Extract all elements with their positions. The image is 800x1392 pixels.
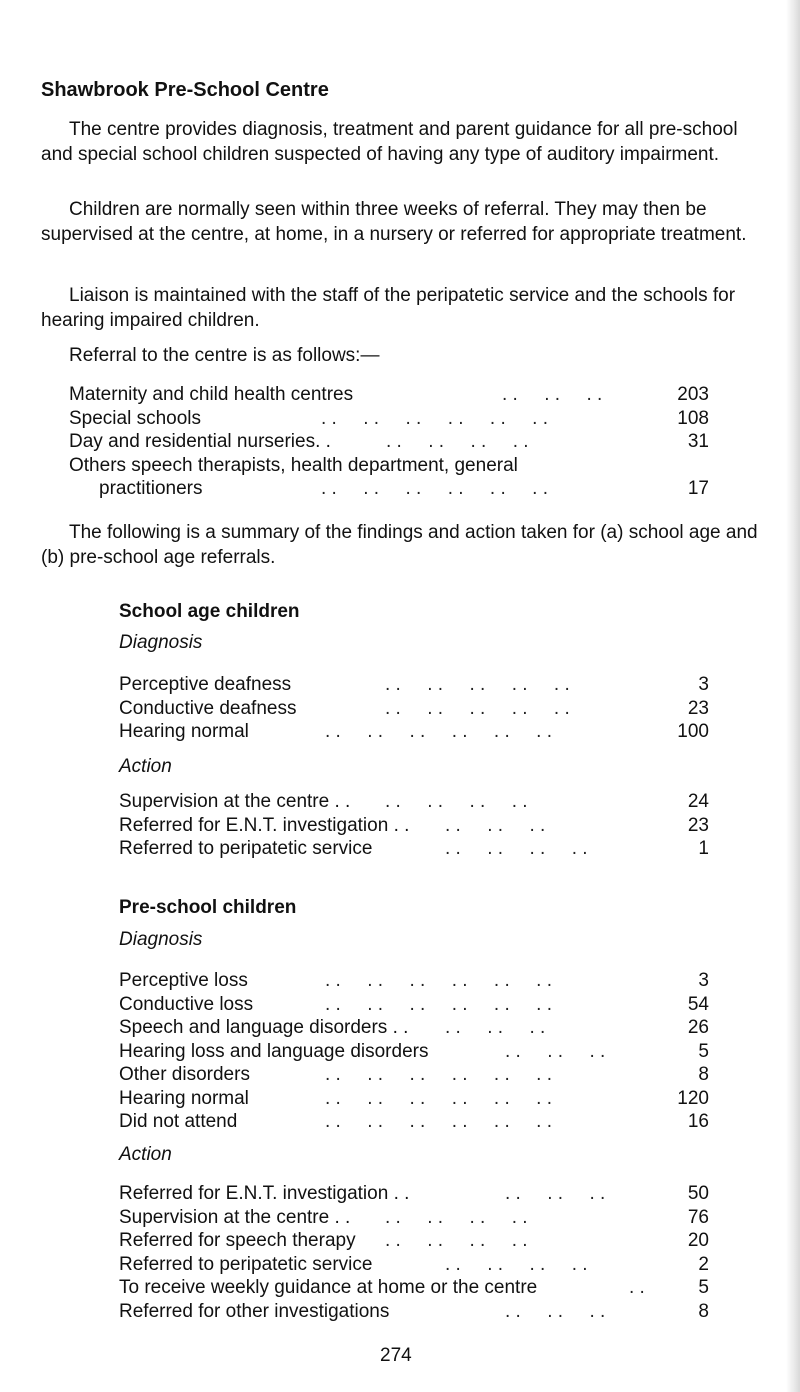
list-item: [119, 1229, 719, 1253]
item-label: Special schools: [69, 407, 202, 429]
item-label: Perceptive loss: [119, 970, 248, 991]
item-label: Referred for E.N.T. investigation . .: [119, 1183, 410, 1204]
item-label: Conductive loss: [119, 993, 254, 1015]
page-edge-shadow: [786, 0, 800, 1392]
list-item: [69, 430, 729, 454]
item-label: Referred for speech therapy: [119, 1230, 356, 1251]
referral-intro: Referral to the centre is as follows:—: [69, 345, 380, 366]
item-label: Speech and language disorders . .: [119, 1017, 409, 1038]
leader-dots: . . . . . . . . . . . .: [325, 1087, 552, 1109]
page-title: Shawbrook Pre-School Centre: [41, 79, 329, 101]
list-item: [119, 1300, 719, 1324]
item-label: Hearing normal: [119, 1087, 249, 1109]
item-value: 50: [687, 1183, 709, 1204]
leader-dots: . . . . . . . .: [385, 1230, 528, 1251]
item-value: 1: [698, 838, 709, 859]
leader-dots: . . . . . .: [445, 814, 546, 836]
item-value: 24: [687, 791, 709, 812]
list-item: [119, 814, 719, 838]
item-value: 8: [698, 1064, 709, 1085]
list-item: [119, 1110, 719, 1134]
item-label: Others speech therapists, health department, general: [69, 454, 518, 476]
item-value: 20: [687, 1230, 709, 1251]
leader-dots: . . . . . . . . . . . .: [325, 1064, 552, 1085]
list-item: [119, 969, 719, 993]
leader-dots: . . . . . . . . . .: [385, 697, 570, 719]
liaison-paragraph: Liaison is maintained with the staff of the peripatetic service and the schools for hearing impaired children.: [41, 285, 736, 331]
list-item: [119, 993, 719, 1017]
leader-dots: . . . . . . . .: [385, 791, 528, 812]
item-label: Referred for E.N.T. investigation . .: [119, 814, 410, 836]
leader-dots: . . . . . . . . . . . .: [325, 721, 552, 742]
list-item: [119, 1016, 719, 1040]
page-number: 274: [380, 1345, 412, 1366]
summary-paragraph: The following is a summary of the findings and action taken for (a) school age and (b) pre-school age referrals.: [41, 522, 758, 568]
item-label: Supervision at the centre . .: [119, 1206, 351, 1228]
item-value: 108: [677, 407, 709, 429]
referral-timing-paragraph: Children are normally seen within three weeks of referral. They may then be supervised at the centre, at home, in a nursery or referred for appropriate treatment.: [41, 199, 747, 245]
item-value: 26: [687, 1017, 709, 1038]
leader-dots: . . . . . . . . . . . .: [321, 478, 548, 499]
item-value: 100: [677, 721, 709, 742]
list-item: [69, 383, 729, 407]
pre-school-diagnosis-heading: Diagnosis: [119, 929, 203, 950]
item-label: Hearing loss and language disorders: [119, 1040, 429, 1062]
school-diagnosis-list: [119, 673, 719, 744]
list-item: [69, 454, 729, 478]
list-item: [119, 1206, 719, 1230]
leader-dots: . . . . . . . .: [385, 1206, 528, 1228]
list-item: [69, 477, 729, 501]
item-label: Supervision at the centre . .: [119, 791, 351, 812]
leader-dots: . . . . . . . . . . . .: [325, 993, 552, 1015]
leader-dots: . . . . . . . . . . . .: [321, 407, 548, 429]
list-item: [119, 697, 719, 721]
item-value: 203: [677, 384, 709, 405]
list-item: [119, 673, 719, 697]
item-label: practitioners: [99, 478, 203, 499]
pre-school-action-heading: Action: [119, 1144, 172, 1165]
list-item: [119, 790, 719, 814]
item-value: 31: [687, 431, 709, 452]
leader-dots: . . . . . .: [445, 1017, 546, 1038]
referral-list: [69, 383, 729, 501]
item-label: Hearing normal: [119, 721, 249, 742]
leader-dots: . . . . . .: [505, 1040, 606, 1062]
list-item: [119, 1276, 719, 1300]
item-value: 76: [687, 1206, 709, 1228]
list-item: [119, 1063, 719, 1087]
item-value: 17: [687, 478, 709, 499]
item-label: Referred for other investigations: [119, 1300, 390, 1322]
school-age-heading: School age children: [119, 601, 300, 622]
item-label: Maternity and child health centres: [69, 384, 354, 405]
item-label: Did not attend: [119, 1111, 238, 1132]
item-value: 5: [698, 1277, 709, 1298]
list-item: [119, 1253, 719, 1277]
item-label: To receive weekly guidance at home or the centre: [119, 1277, 538, 1298]
item-label: Day and residential nurseries. .: [69, 431, 331, 452]
item-label: Conductive deafness: [119, 697, 297, 719]
pre-school-heading: Pre-school children: [119, 897, 297, 918]
leader-dots: . . . . . . . . . . . .: [325, 1111, 552, 1132]
item-value: 54: [687, 993, 709, 1015]
leader-dots: . . . . . . . .: [445, 1253, 588, 1275]
list-item: [119, 1087, 719, 1111]
leader-dots: . .: [629, 1277, 645, 1298]
item-value: 2: [698, 1253, 709, 1275]
item-label: Referred to peripatetic service: [119, 838, 373, 859]
item-label: Referred to peripatetic service: [119, 1253, 373, 1275]
list-item: [119, 1182, 719, 1206]
school-diagnosis-heading: Diagnosis: [119, 632, 203, 653]
leader-dots: . . . . . .: [502, 384, 603, 405]
item-label: Other disorders: [119, 1064, 250, 1085]
item-value: 23: [687, 697, 709, 719]
item-value: 16: [687, 1111, 709, 1132]
leader-dots: . . . . . .: [505, 1300, 606, 1322]
item-label: Perceptive deafness: [119, 674, 292, 695]
leader-dots: . . . . . .: [505, 1183, 606, 1204]
school-action-list: [119, 790, 719, 861]
leader-dots: . . . . . . . . . . . .: [325, 970, 552, 991]
leader-dots: . . . . . . . .: [386, 431, 529, 452]
item-value: 3: [698, 674, 709, 695]
leader-dots: . . . . . . . .: [445, 838, 588, 859]
leader-dots: . . . . . . . . . .: [385, 674, 570, 695]
list-item: [119, 1040, 719, 1064]
pre-school-diagnosis-list: [119, 969, 719, 1134]
list-item: [119, 720, 719, 744]
item-value: 8: [698, 1300, 709, 1322]
intro-paragraph: The centre provides diagnosis, treatment and parent guidance for all pre-school and special school children suspected of having any type of auditory impairment.: [41, 119, 738, 165]
pre-school-action-list: [119, 1182, 719, 1323]
item-value: 23: [687, 814, 709, 836]
list-item: [119, 837, 719, 861]
item-value: 5: [698, 1040, 709, 1062]
item-value: 120: [677, 1087, 709, 1109]
list-item: [69, 407, 729, 431]
item-value: 3: [698, 970, 709, 991]
school-action-heading: Action: [119, 756, 172, 777]
